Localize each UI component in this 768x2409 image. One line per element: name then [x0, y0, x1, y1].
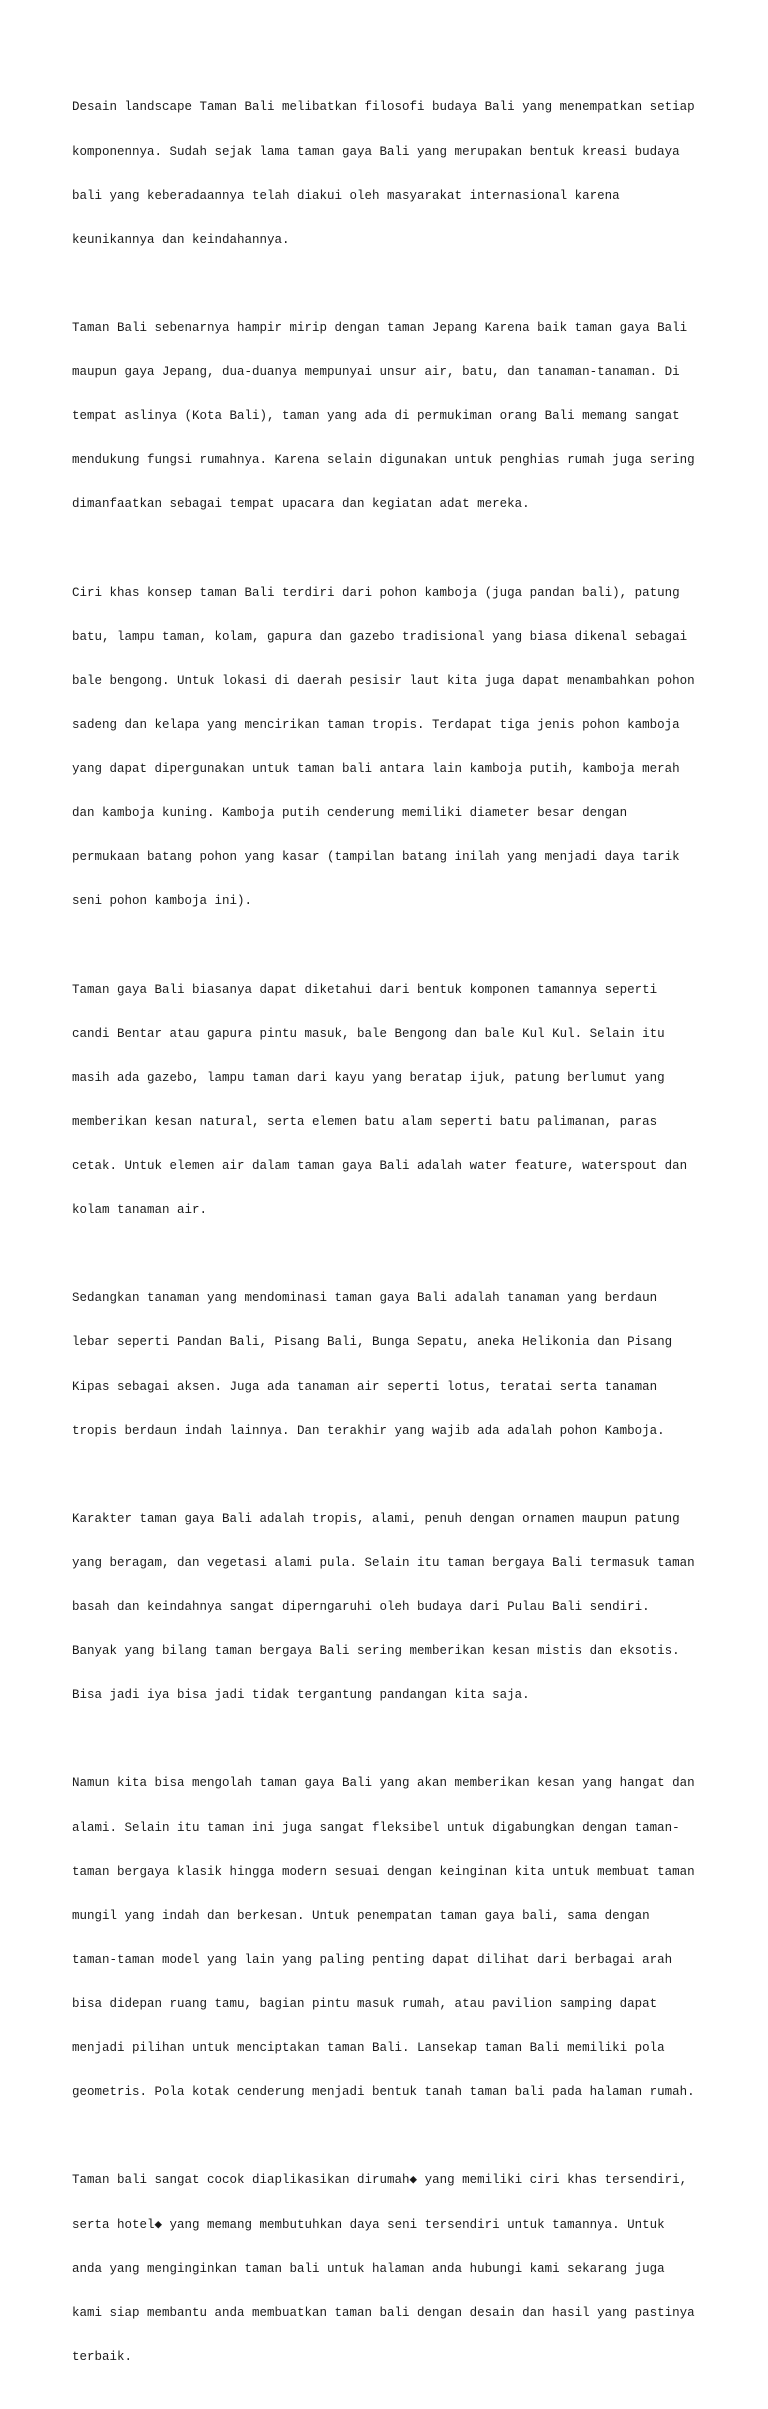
text-line: kolam tanaman air.: [72, 1203, 208, 1218]
text-line: dimanfaatkan sebagai tempat upacara dan kegiatan adat mereka.: [72, 497, 530, 512]
text-line: yang beragam, dan vegetasi alami pula. Selain itu taman bergaya Bali termasuk taman: [72, 1555, 695, 1570]
text-line: Karakter taman gaya Bali adalah tropis, alami, penuh dengan ornamen maupun patung: [72, 1511, 680, 1526]
text-line: Sedangkan tanaman yang mendominasi taman gaya Bali adalah tanaman yang berdaun: [72, 1291, 658, 1306]
text-line: taman-taman model yang lain yang paling penting dapat dilihat dari berbagai arah: [72, 1952, 673, 1967]
text-line: cetak. Untuk elemen air dalam taman gaya Bali adalah water feature, waterspout dan: [72, 1158, 688, 1173]
text-line: anda yang menginginkan taman bali untuk halaman anda hubungi kami sekarang juga: [72, 2261, 665, 2276]
paragraph: [72, 1747, 712, 2129]
text-line: Taman Bali sebenarnya hampir mirip dengan taman Jepang Karena baik taman gaya Bali: [72, 320, 688, 335]
text-line: komponennya. Sudah sejak lama taman gaya Bali yang merupakan bentuk kreasi budaya: [72, 144, 680, 159]
text-line: taman bergaya klasik hingga modern sesuai dengan keinginan kita untuk membuat taman: [72, 1864, 695, 1879]
text-line: serta hotel◆ yang memang membutuhkan daya seni tersendiri untuk tamannya. Untuk: [72, 2217, 665, 2232]
text-line: candi Bentar atau gapura pintu masuk, bale Bengong dan bale Kul Kul. Selain itu: [72, 1026, 665, 1041]
text-line: dan kamboja kuning. Kamboja putih cenderung memiliki diameter besar dengan: [72, 806, 628, 821]
paragraph: [72, 1262, 712, 1468]
text-line: Kipas sebagai aksen. Juga ada tanaman air seperti lotus, teratai serta tanaman: [72, 1379, 658, 1394]
paragraph: [72, 556, 712, 938]
text-line: alami. Selain itu taman ini juga sangat fleksibel untuk digabungkan dengan taman-: [72, 1820, 680, 1835]
text-line: bali yang keberadaannya telah diakui oleh masyarakat internasional karena: [72, 188, 620, 203]
text-line: mungil yang indah dan berkesan. Untuk penempatan taman gaya bali, sama dengan: [72, 1908, 650, 1923]
paragraph: [72, 1482, 712, 1732]
text-line: Namun kita bisa mengolah taman gaya Bali yang akan memberikan kesan yang hangat dan: [72, 1776, 695, 1791]
text-line: Ciri khas konsep taman Bali terdiri dari pohon kamboja (juga pandan bali), patung: [72, 585, 680, 600]
text-line: Bisa jadi iya bisa jadi tidak tergantung pandangan kita saja.: [72, 1688, 530, 1703]
text-line: bisa didepan ruang tamu, bagian pintu masuk rumah, atau pavilion samping dapat: [72, 1997, 658, 2012]
text-line: mendukung fungsi rumahnya. Karena selain digunakan untuk penghias rumah juga sering: [72, 453, 695, 468]
paragraph: [72, 292, 712, 542]
text-line: batu, lampu taman, kolam, gapura dan gazebo tradisional yang biasa dikenal sebagai: [72, 629, 688, 644]
text-line: Taman bali sangat cocok diaplikasikan dirumah◆ yang memiliki ciri khas tersendiri,: [72, 2173, 688, 2188]
text-line: maupun gaya Jepang, dua-duanya mempunyai unsur air, batu, dan tanaman-tanaman. Di: [72, 365, 680, 380]
text-line: tempat aslinya (Kota Bali), taman yang ada di permukiman orang Bali memang sangat: [72, 409, 680, 424]
paragraph: [72, 953, 712, 1247]
text-line: menjadi pilihan untuk menciptakan taman Bali. Lansekap taman Bali memiliki pola: [72, 2041, 665, 2056]
text-line: Desain landscape Taman Bali melibatkan filosofi budaya Bali yang menempatkan setiap: [72, 100, 695, 115]
text-line: seni pohon kamboja ini).: [72, 894, 253, 909]
text-line: masih ada gazebo, lampu taman dari kayu yang beratap ijuk, patung berlumut yang: [72, 1070, 665, 1085]
text-line: keunikannya dan keindahannya.: [72, 232, 290, 247]
document-body: [72, 71, 712, 2409]
paragraph: [72, 71, 712, 277]
text-line: basah dan keindahnya sangat diperngaruhi oleh budaya dari Pulau Bali sendiri.: [72, 1600, 650, 1615]
text-line: terbaik.: [72, 2349, 133, 2364]
text-line: bale bengong. Untuk lokasi di daerah pesisir laut kita juga dapat menambahkan pohon: [72, 673, 695, 688]
text-line: sadeng dan kelapa yang mencirikan taman tropis. Terdapat tiga jenis pohon kamboja: [72, 717, 680, 732]
text-line: memberikan kesan natural, serta elemen batu alam seperti batu palimanan, paras: [72, 1114, 658, 1129]
text-line: Banyak yang bilang taman bergaya Bali sering memberikan kesan mistis dan eksotis.: [72, 1644, 680, 1659]
text-line: lebar seperti Pandan Bali, Pisang Bali, Bunga Sepatu, aneka Helikonia dan Pisang: [72, 1335, 673, 1350]
paragraph: [72, 2144, 712, 2394]
text-line: Taman gaya Bali biasanya dapat diketahui dari bentuk komponen tamannya seperti: [72, 982, 658, 997]
text-line: tropis berdaun indah lainnya. Dan terakhir yang wajib ada adalah pohon Kamboja.: [72, 1423, 665, 1438]
text-line: yang dapat dipergunakan untuk taman bali antara lain kamboja putih, kamboja merah: [72, 762, 680, 777]
text-line: kami siap membantu anda membuatkan taman bali dengan desain dan hasil yang pastinya: [72, 2305, 695, 2320]
text-line: permukaan batang pohon yang kasar (tampilan batang inilah yang menjadi daya tarik: [72, 850, 680, 865]
text-line: geometris. Pola kotak cenderung menjadi bentuk tanah taman bali pada halaman rumah.: [72, 2085, 695, 2100]
